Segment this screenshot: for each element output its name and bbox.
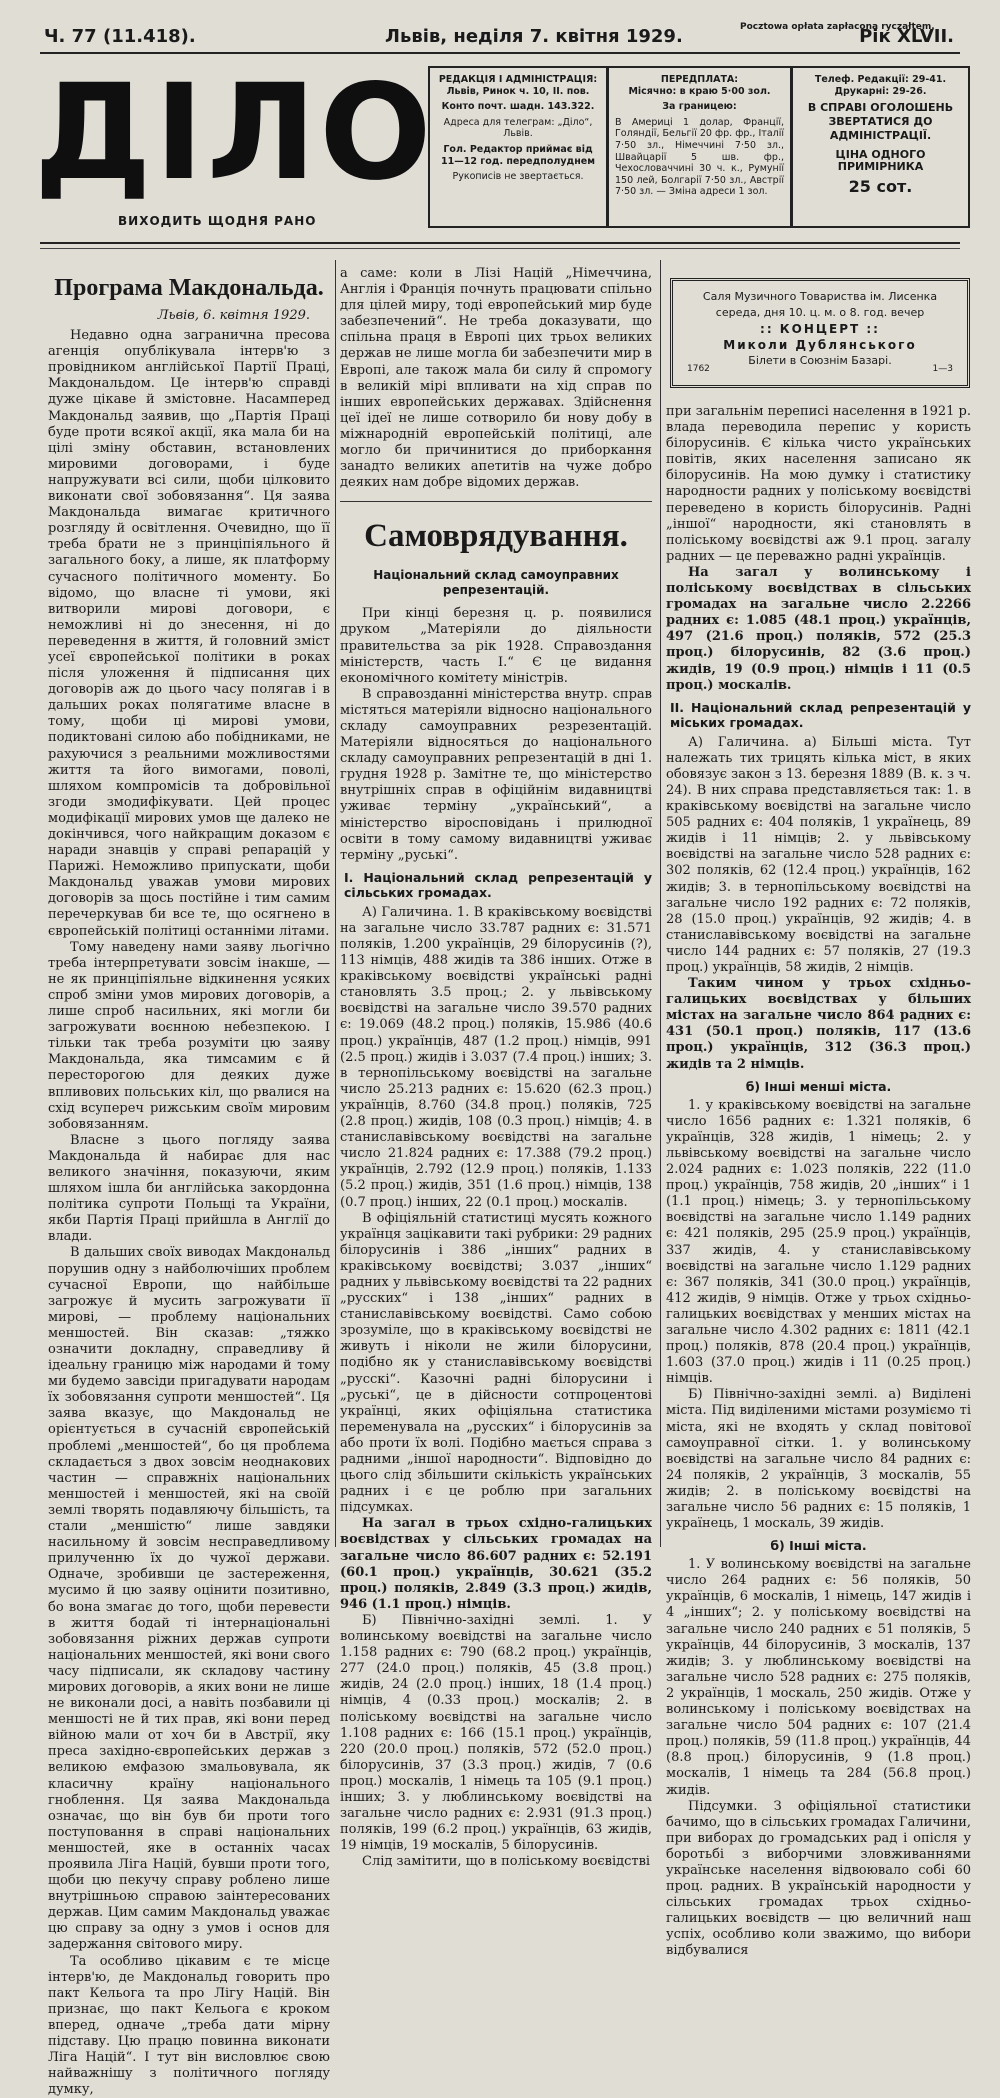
- redaction-editor-hours: Гол. Редактор приймає від 11—12 год. передполуднем: [441, 143, 595, 167]
- article-title-macdonald: Програма Макдональда.: [54, 275, 324, 301]
- article-paragraph: А) Галичина. а) Більші міста. Тут належать тих трицять кілька міст, в яких обовязує закон з 13. березня 1889 (В. к. з ч. 24). В них справа представляється так: 1. в краківському воєвідстві на загальне число 505 радних є: 404 поляків, 1 українець, 89 жидів і 11 німців; 2. у львівському воєвідстві на загальне число 528 радних є: 302 поляків, 62 (12.4 проц.) українців, 162 жидів; 3. в тернопільському воєвідстві на загальне число 192 радних є: 72 поляків, 28 (15.0 проц.) українців, 92 жидів; 4. в станиславівському воєвідстві на загальне число 144 радних є: 57 поляків, 27 (19.3 проц.) українців, 58 жидів, 2 німців.: [666, 734, 971, 975]
- subscription-abroad-rates: В Америці 1 долар, Франції, Голяндії, Бельгії 20 фр. фр., Італії 7·50 зл., Німеччині 7·50 зл., Швайцарії 5 шв. фр., Чехословаччині 30 ч. к., Румунії 150 лей, Болгарії 7·50 зл., Австрії 7·50 зл. — Зміна адреси 1 зол.: [615, 116, 784, 198]
- redaction-account: Конто почт. шадн. 143.322.: [441, 101, 595, 113]
- redaction-heading: РЕДАКЦІЯ І АДМІНІСТРАЦІЯ:: [438, 74, 598, 85]
- phone-editorial: Телеф. Редакції: 29-41.: [814, 74, 947, 85]
- subscription-heading: ПЕРЕДПЛАТА:: [660, 74, 739, 85]
- ad-tickets: Білети в Союзнім Базарі.: [748, 354, 892, 367]
- article-paragraph: Та особливо цікавим є те місце інтерв'ю, де Макдональд говорить про пакт Кельога та про Лігу Націй. Він признає, що пакт Кельога є кроком вперед, одначе „треба дати мірну підставу. Цю працю повинна виконати Ліга Націй“. І тут він висловлює свою найважнішу з політичного погляду думку,: [48, 1953, 330, 2098]
- article-paragraph: Слід замітити, що в поліському воєвідстві: [362, 1854, 651, 1870]
- redaction-manuscripts: Рукописів не звертається.: [452, 171, 584, 183]
- article-dateline: Львів, 6. квітня 1929.: [157, 308, 310, 323]
- postage-note: Pocztowa opłata zapłacona ryczałtem.: [740, 22, 935, 32]
- ad-run: 1—3: [932, 364, 953, 374]
- ads-notice: В СПРАВІ ОГОЛОШЕНЬ ЗВЕРТАТИСЯ ДО АДМІНІСТРАЦІЇ.: [807, 101, 954, 143]
- article-paragraph: 1. У волинському воєвідстві на загальне число 264 радних є: 56 поляків, 50 українців, 6 москалів, 1 німець, 147 жидів і 4 „інших“; 2. у поліському воєвідстві на загальне число 240 радних є 51 поляків, 5 українців, 44 білорусинів, 3 москалів, 137 жидів; 3. у люблинському воєвідстві на загальне число 528 радних є: 275 поляків, 2 українців, 1 москаль, 250 жидів. Отже у волинському і поліському воєвідствах на загальне число 504 радних є: 107 (21.4 проц.) поляків, 59 (11.8 проц.) українців, 44 (8.8 проц.) білорусинів, 9 (1.8 проц.) москалів, 1 німець та 284 (56.8 проц.) жидів.: [666, 1557, 971, 1798]
- column-divider: [660, 260, 661, 1547]
- volume-year: Рік XLVII.: [859, 26, 954, 47]
- newspaper-tagline: ВИХОДИТЬ ЩОДНЯ РАНО: [118, 214, 317, 228]
- redaction-address: Львів, Ринок ч. 10, II. пов.: [446, 85, 590, 97]
- masthead-bottom-rule: [40, 242, 960, 244]
- newspaper-title: ДІЛО: [34, 56, 435, 210]
- subscription-abroad-heading: За границею:: [662, 101, 737, 113]
- article-paragraph: В дальших своїх виводах Макдональд порушив одну з найболючіших проблем сучасної Европи, що найбільше загрожує й мусить загрожувати її мирові, — проблему національних меншостей. Він сказав: „тяжко означити докладну, справедливу й ідеальну границю між народами й тому ми будемо завсіди пригадувати народам їх зобовязання супроти меншостей“. Ця заява вказує, що Макдональд не орієнтується в сучасній європейській проблемі „меншостей“, бо ця проблема складається з двох зовсім неоднакових частин — справжніх національних меншостей і меншостей, які на своїй землі творять подавляючу більшість, та стали „меншістю“ лише завдяки насильному й зовсім несправедливому прилученню їх до чужої держави. Одначе, зробивши це застереження, мусимо й цю заяву оцінити позитивно, бо вона змагає до того, щоби перевести в життя бодай ті інтернаціональні зобовязання ріжних держав супроти національних меншостей, які вони свого часу підписали, як складову частину мирових договорів, а яких вони не лише не виконали досі, а навіть позбавили ці меншості не й тих прав, які вони перед війною мали от хоч би в Австрії, яку преса західно-європейських держав з великою емфазою змальовувала, як класичну країну національного гноблення. Ця заява Макдональда означає, що він був би проти того поступовання в справі національних меншостей, яке в останніх часах проявила Ліга Націй, бувши проти того, щоби цю пекучу справу роблено лише внутрішньою справою заінтересованих держав. Цим самим Макдональд уважає цю справу за одну з умов і основ для задержання світового миру.: [48, 1245, 330, 1953]
- article-paragraph: Тому наведену нами заяву льогічно треба інтерпретувати зовсім інакше, — не як принціпіяльне відкинення усяких спроб зміни умов мирових договорів, а лише спроб насильних, які могли би загрожувати воєнною небезпекою. І тільки так треба розуміти цю заяву Макдональда, яка тимсамим є й пересторогою для деяких дуже впливових польських кіл, що рвалися на схід всупереч рижським своїм мировим зобовязанням.: [48, 939, 330, 1132]
- column-divider: [335, 260, 336, 1547]
- ad-number: 1762: [687, 364, 710, 374]
- ad-performer: Миколи Дублянського: [723, 338, 917, 352]
- article-subtitle: Національний склад самоуправних репрезентацій.: [373, 568, 619, 598]
- redaction-box: [428, 66, 608, 228]
- article-paragraph: Підсумки. З офіціяльної статистики бачимо, що в сільських громадах Галичини, при виборах до громадських рад і опісля у боротьбі з виборчими зловживаннями українське населення відвоювало собі 60 проц. радних. В українській народности у сільських громадах трьох східньо-галицьких воєвідств — цю величний наш успіх, особливо коли зважимо, що вибори відбувалися: [666, 1798, 971, 1959]
- price-value: 25 сот.: [848, 177, 913, 197]
- article-paragraph: Б) Північно-західні землі. 1. У волинському воєвідстві на загальне число 1.158 радних є: 790 (68.2 проц.) українців, 277 (24.0 проц.) поляків, 45 (3.8 проц.) жидів, 24 (2.0 проц.) інших, 18 (1.4 проц.) німців, 4 (0.33 проц.) москалів; 2. в поліському воєвідстві на загальне число 1.108 радних є: 166 (15.1 проц.) українців, 220 (20.0 проц.) поляків, 572 (52.0 проц.) білорусинів, 37 (3.3 проц.) жидів, 7 (0.6 проц.) москалів, 1 німець та 105 (9.1 проц.) інших; 3. у люблинському воєвідстві на загальне число радних є: 2.931 (91.3 проц.) поляків, 199 (6.2 проц.) українців, 63 жидів, 19 німців, 19 москалів, 5 білорусинів.: [340, 1612, 652, 1854]
- article-paragraph: На загал в трьох східно-галицьких воєвідствах у сільських громадах на загальне число 86.607 радних є: 52.191 (60.1 проц.) українців, 30.621 (35.2 проц.) поляків, 2.849 (3.3 проц.) жидів, 946 (1.1 проц.) німців.: [340, 1516, 652, 1612]
- price-label: ЦІНА ОДНОГО ПРИМІРНИКА: [835, 148, 926, 173]
- subsection-heading: б) Інші менші міста.: [745, 1078, 892, 1094]
- subscription-monthly: Місячно: в краю 5·00 зол.: [628, 85, 771, 97]
- ad-venue: Саля Музичного Товариства ім. Лисенка: [702, 290, 938, 303]
- article-separator: [340, 501, 652, 502]
- concert-advertisement: [670, 278, 970, 388]
- article-paragraph: 1. у краківському воєвідстві на загальне число 1656 радних є: 1.321 поляків, 6 українців, 328 жидів, 1 німець; 2. у львівському воєвідстві на загальне число 2.024 радних є: 1.023 поляків, 222 (11.0 проц.) українців, 758 жидів, 20 „інших“ і 1 (1.1 проц.) німець; 3. у тернопільському воєвідстві на загальне число 1.149 радних є: 421 поляків, 295 (25.9 проц.) українців, 337 жидів, 4. у станиславівському воєвідстві на загальне число 1.129 радних є: 367 поляків, 341 (30.0 проц.) українців, 412 жидів, 9 німців. Отже у трьох східньо-галицьких воєвідствах у менших містах на загальне число 4.302 радних є: 1811 (42.1 проц.) поляків, 878 (20.4 проц.) українців, 1.603 (37.0 проц.) жидів і 11 (0.25 проц.) німців.: [666, 1097, 971, 1387]
- subsection-heading: б) Інші міста.: [770, 1538, 867, 1554]
- article-paragraph: А) Галичина. 1. В краківському воєвідстві на загальне число 33.787 радних є: 31.571 поляків, 1.200 українців, 29 білорусинів (?), 113 німців, 488 жидів та 386 інших. Отже в краківському воєвідстві українські радні становлять 3.5 проц.; 2. у львівському воєвідстві на загальне число 39.570 радних є: 19.069 (48.2 проц.) поляків, 15.986 (40.6 проц.) українців, 487 (1.2 проц.) німців, 991 (2.5 проц.) жидів і 3.037 (7.4 проц.) інших; 3. в тернопільському воєвідстві на загальне число 25.213 радних є: 15.620 (62.3 проц.) українців, 8.760 (34.8 проц.) поляків, 725 (2.8 проц.) жидів, 108 (0.3 проц.) німців; 4. в станиславівському воєвідстві на загальне число 21.824 радних є: 17.388 (79.2 проц.) українців, 2.792 (12.9 проц.) поляків, 1.133 (5.2 проц.) жидів, 351 (1.6 проц.) німців, 138 (0.7 проц.) інших, 22 (0.1 проц.) москалів.: [340, 904, 652, 1210]
- article-paragraph: На загал у волинському і поліському воєвідствах в сільських громадах на загальне число 2.2266 радних є: 1.085 (48.1 проц.) українців, 497 (21.6 проц.) поляків, 572 (25.3 проц.) білорусинів, 82 (3.6 проц.) жидів, 19 (0.9 проц.) німців і 11 (0.5 проц.) москалів.: [666, 564, 971, 693]
- issue-number: Ч. 77 (11.418).: [44, 26, 196, 47]
- article-paragraph: Б) Північно-західні землі. а) Виділені міста. Під виділеними містами розуміємо ті міста, які не входять у склад повітової самоуправної сітки. 1. у волинському воєвідстві на загальне число 84 радних є: 24 поляків, 2 українців, 3 москалів, 55 жидів; 2. в поліському воєвідстві на загальне число 56 радних є: 15 поляків, 1 українець, 1 москаль, 39 жидів.: [666, 1387, 971, 1532]
- redaction-telegram: Адреса для телеграм: „Діло“, Львів.: [443, 116, 593, 140]
- contacts-box: [792, 66, 970, 228]
- article-paragraph: В офіціяльній статистиці мусять кожного українця зацікавити такі рубрики: 29 радних білорусинів і 386 „інших“ радних в краківському воєвідстві; 3.037 „інших“ радних у львівському воєвідстві та 22 радних „русских“ і 138 „інших“ радних в станиславівському воєвідстві. Само собою зрозуміле, що в краківському воєвідстві не живуть і ніколи не жили білорусини, подібно як у станиславівському воєвідстві „русскі“. Казочні радні білорусини і „руські“, це в дійсности сотпроцентові українці, яких офіціяльна статистика переменувала на „русских“ і білорусинів за або проти їх волі. Подібно мається справа з радними „іншої народности“. Відповідно до цього слід збільшити скількість українських радних і є це роблю при загальних підсумках.: [340, 1210, 652, 1516]
- column-1: [48, 266, 330, 2098]
- article-title-selfgovernment: Самоврядування.: [364, 518, 628, 555]
- column-3: [666, 404, 971, 1959]
- article-continuation: а саме: коли в Лізі Націй „Німеччина, Англія і Франція почнуть працювати спільно для цілей миру, тоді европейський мир буде забезпечений“. Не треба доказувати, що спільна праця в Европі цих трьох великих держав не лише могла би забезпечити мир в Европі, але також мала би силу й спромогу в великій мірі впливати на хід справ по інших европейських державах. Здійснення цеї ідеї не лише сотворило би нову добу в міжнародній европейській політиці, але могло би причинитися до приборкання занадто великих апетитів на чуже добро деяких нам добре відомих держав.: [340, 266, 652, 491]
- ad-concert: :: КОНЦЕРТ ::: [760, 322, 880, 336]
- article-paragraph: При кінці березня ц. р. появилися друком „Матеріяли до діяльности правительства за рік 1928. Справоздання міністерств, часть I.“ Є це видання економічного комітету міністрів.: [340, 606, 652, 686]
- article-paragraph: Таким чином у трьох східньо-галицьких воєвідствах у більших містах на загальне число 864 радних є: 431 (50.1 проц.) поляків, 117 (13.6 проц.) українців, 312 (36.3 проц.) жидів та 2 німців.: [666, 976, 971, 1072]
- masthead-top-rule: [40, 52, 960, 54]
- masthead-topline: [40, 22, 960, 48]
- article-paragraph: при загальнім переписі населення в 1921 р. влада переводила перепис у користь білорусинів. Є кілька чисто українських повітів, яких населення записано як білорусинів. На мою думку і статистику народности радних у поліському воєвідстві переведено в користь білорусинів. Радні „іншої“ народности, які становлять в поліському воєвідстві аж 9.1 проц. загалу радних — це переважно радні українців.: [666, 404, 971, 564]
- article-paragraph: В справозданні міністерства внутр. справ містяться матеріяли відносно національного складу самоуправних резрезентацій. Матеріяли відносяться до національного складу самоуправних репрезентацій в дні 1. грудня 1928 р. Замітне те, що міністерство внутрішніх справ в офіційнім видавництві уживає терміну „український“, а міністерство віросповідань і прилюдної освіти в тому самому видавництві уживає терміну „руські“.: [340, 686, 652, 863]
- city-date: Львів, неділя 7. квітня 1929.: [385, 26, 683, 47]
- masthead-bottom-rule-thin: [40, 248, 960, 249]
- section-heading: II. Національний склад репрезентацій у міських громадах.: [670, 699, 971, 730]
- section-heading: I. Національний склад репрезентацій у сільських громадах.: [344, 869, 652, 900]
- article-paragraph: Власне з цього погляду заява Макдональда й набирає для нас великого значіння, показуючи, яким шляхом ішла би англійська закордонна політика супроти Польщі та України, якби Партія Праці прийшла в Англії до влади.: [48, 1132, 330, 1245]
- subscription-box: [608, 66, 792, 228]
- article-paragraph: Недавно одна загранична пресова агенція опублікувала інтерв'ю з провідником англійської Партії Праці, Макдональдом. Це інтерв'ю справді дуже цікаве й змістовне. Насамперед Макдональд заявив, що „Партія Праці буде проти всякої акції, яка мала би на цілі зміну обставин, встановлених мировими договорами, і буде напружувати всі сили, щоби цілковито виконати свої зобовязання“. Ця заява Макдональда вимагає критичного розгляду й освітлення. Очевидно, що її треба брати не з принціпіяльного й загального боку, а лише, як платформу сучасного політичного моменту. Бо відомо, що власне ті умови, які витворили мирові договори, є неможливі ні до знесення, ні до переведення в життя, й головний зміст усеї європейської політики в роках після уложення й підписання цих договорів аж до цього часу полягав і в дальших роках полягатиме власне в тому, щоби ці мирові умови, подиктовані силою або побідниками, не рахуючися з реальними можливостями життя та його вимогами, поволі, шляхом компромісів та добровільної згоди змодифікувати. Цей процес модифікації мирових умов ще далеко не докінчився, чого найкращим доказом є наради знавців у справі репарацій у Парижі. Неможливо припускати, щоби Макдональд уважав умови мирових договорів за щось постійне і тим самим перечеркував би все те, що осягнено в європейській політиці останніми літами.: [48, 328, 330, 939]
- ad-datetime: середа, дня 10. ц. м. о 8. год. вечер: [715, 306, 925, 319]
- phone-printing: Друкарні: 29-26.: [834, 85, 927, 97]
- column-2: [340, 266, 652, 1870]
